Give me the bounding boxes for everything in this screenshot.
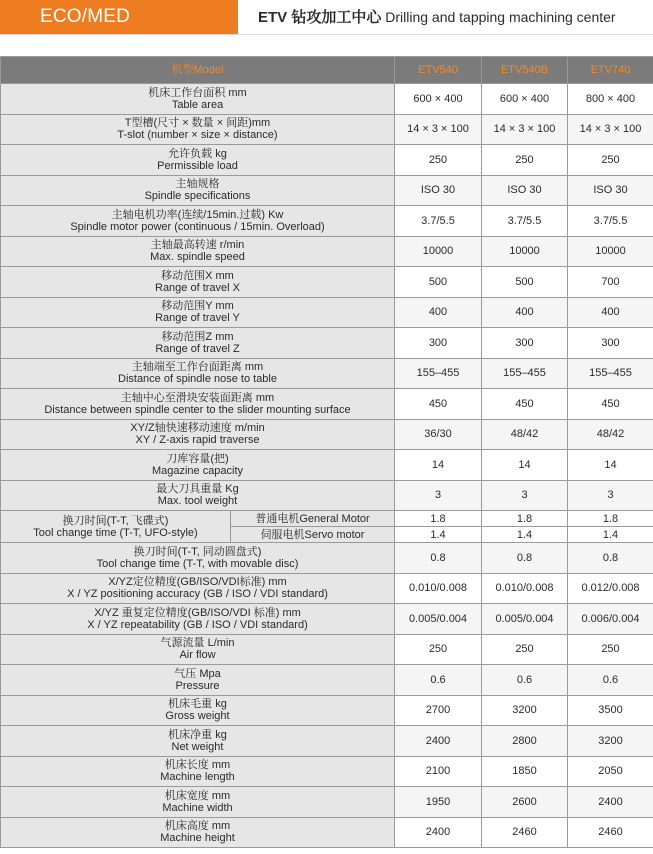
value-cell: 2400 [568,787,653,818]
table-row [1,511,653,527]
value-cell: 2700 [395,695,482,726]
label-cn: 移动范围Z mm [161,330,234,343]
label-en: X / YZ repeatability (GB / ISO / VDI standard) [87,618,308,631]
table-row [1,695,653,726]
table-row [1,787,653,818]
row-label [1,267,395,298]
value-cell: 3.7/5.5 [395,206,482,237]
value-cell: 0.6 [482,665,568,696]
value-cell: 0.8 [395,543,482,574]
table-row [1,450,653,481]
value-cell: 1.4 [568,527,653,543]
label-en: Machine length [160,771,235,784]
value-cell: 800 × 400 [568,84,653,115]
label-cn: 机床工作台面积 mm [148,86,247,99]
series-tag: ECO/MED [0,0,238,34]
value-cell: 0.006/0.004 [568,604,653,635]
row-label [1,756,395,787]
label-en: Max. tool weight [157,495,238,508]
label-en: Range of travel X [155,281,240,294]
value-cell: 2050 [568,756,653,787]
sub-row-label: 普通电机General Motor [231,511,395,527]
table-row [1,573,653,604]
spec-table [0,56,653,848]
table-row [1,297,653,328]
value-cell: 0.010/0.008 [482,573,568,604]
label-en: Permissible load [157,159,238,172]
table-row [1,604,653,635]
row-label [1,817,395,848]
value-cell: 0.8 [482,543,568,574]
label-en: X / YZ positioning accuracy (GB / ISO / VDI standard) [67,588,328,601]
table-row [1,817,653,848]
table-row [1,114,653,145]
value-cell: 450 [395,389,482,420]
value-cell: 155–455 [395,358,482,389]
value-cell: 0.6 [568,665,653,696]
label-cn: 移动范围X mm [161,269,234,282]
value-cell: 600 × 400 [482,84,568,115]
value-cell: 400 [395,297,482,328]
table-header-row [1,57,653,84]
row-label [1,450,395,481]
value-cell: 1.8 [482,511,568,527]
table-row [1,480,653,511]
value-cell: 1.8 [395,511,482,527]
label-en: Distance between spindle center to the slider mounting surface [44,403,351,416]
table-row [1,389,653,420]
label-cn: 移动范围Y mm [161,300,234,313]
table-row [1,543,653,574]
model-col-3: ETV740 [568,57,653,84]
value-cell: 3200 [482,695,568,726]
row-label [1,787,395,818]
table-row [1,175,653,206]
value-cell: 250 [395,145,482,176]
label-cn: 主轴中心至滑块安装面距离 mm [120,391,275,404]
label-en: Table area [171,98,224,111]
row-label [1,114,395,145]
label-cn: 主轴规格 [175,178,220,191]
value-cell: 1.8 [568,511,653,527]
row-label [1,480,395,511]
table-row [1,328,653,359]
value-cell: 300 [482,328,568,359]
value-cell: 450 [482,389,568,420]
row-label [1,543,395,574]
row-label [1,511,231,543]
value-cell: 2400 [395,817,482,848]
value-cell: 48/42 [568,419,653,450]
value-cell: ISO 30 [568,175,653,206]
table-row [1,236,653,267]
label-cn: 机床净重 kg [168,728,227,741]
table-row [1,665,653,696]
label-cn: 主轴电机功率(连续/15min.过载) Kw [111,208,284,221]
title-bold: ETV 钻攻加工中心 [258,9,382,26]
value-cell: 300 [568,328,653,359]
value-cell: 450 [568,389,653,420]
label-en: Spindle motor power (continuous / 15min. Overload) [70,220,325,233]
label-en: T-slot (number × size × distance) [117,129,278,142]
label-en: Spindle specifications [144,190,251,203]
value-cell: 10000 [395,236,482,267]
value-cell: 14 × 3 × 100 [395,114,482,145]
table-row [1,267,653,298]
value-cell: 3 [482,480,568,511]
table-row [1,726,653,757]
model-header: 机型Model [1,57,395,84]
value-cell: ISO 30 [482,175,568,206]
label-cn: X/YZ 重复定位精度(GB/ISO/VDI 标准) mm [94,606,301,619]
value-cell: 155–455 [568,358,653,389]
value-cell: 2460 [482,817,568,848]
label-cn: 最大刀具重量 Kg [156,483,239,496]
value-cell: 2800 [482,726,568,757]
label-cn: T型槽(尺寸 × 数量 × 间距)mm [124,117,271,130]
table-row [1,756,653,787]
value-cell: 10000 [482,236,568,267]
label-cn: 气压 Mpa [174,667,221,680]
value-cell: 0.005/0.004 [395,604,482,635]
label-en: Max. spindle speed [150,251,245,264]
label-cn: 换刀时间(T-T, 飞碟式) [62,514,169,527]
label-cn: 机床毛重 kg [168,698,227,711]
label-cn: 换刀时间(T-T, 同动圆盘式) [133,545,262,558]
model-col-2: ETV540B [482,57,568,84]
value-cell: 0.005/0.004 [482,604,568,635]
label-cn: 机床长度 mm [164,759,231,772]
value-cell: 2400 [395,726,482,757]
value-cell: 48/42 [482,419,568,450]
value-cell: 36/30 [395,419,482,450]
row-label [1,84,395,115]
label-en: Distance of spindle nose to table [118,373,277,386]
value-cell: 3500 [568,695,653,726]
label-en: Tool change time (T-T, with movable disc) [96,557,299,570]
value-cell: 0.8 [568,543,653,574]
label-en: XY / Z-axis rapid traverse [135,434,260,447]
value-cell: 500 [395,267,482,298]
value-cell: 155–455 [482,358,568,389]
label-en: Machine width [162,801,233,814]
value-cell: 3.7/5.5 [482,206,568,237]
value-cell: 700 [568,267,653,298]
label-cn: 主轴端至工作台面距离 mm [131,361,264,374]
value-cell: 3 [568,480,653,511]
value-cell: 1950 [395,787,482,818]
row-label [1,328,395,359]
row-label [1,695,395,726]
value-cell: 10000 [568,236,653,267]
value-cell: 250 [568,145,653,176]
label-cn: 机床高度 mm [164,820,231,833]
table-row [1,206,653,237]
value-cell: 2600 [482,787,568,818]
label-cn: 气源流量 L/min [160,637,235,650]
label-en: Range of travel Y [155,312,240,325]
value-cell: 250 [482,145,568,176]
label-en: Machine height [160,832,235,845]
model-col-1: ETV540 [395,57,482,84]
value-cell: 14 [568,450,653,481]
value-cell: 400 [568,297,653,328]
value-cell: 250 [395,634,482,665]
table-row [1,634,653,665]
value-cell: 3 [395,480,482,511]
row-label [1,726,395,757]
row-label [1,573,395,604]
value-cell: 14 × 3 × 100 [482,114,568,145]
label-cn: 允许负载 kg [168,147,227,160]
row-label [1,236,395,267]
title-rest: Drilling and tapping machining center [381,9,616,25]
value-cell: 14 [482,450,568,481]
value-cell: 400 [482,297,568,328]
table-body [1,84,653,848]
header-divider [0,34,653,35]
value-cell: 1850 [482,756,568,787]
row-label [1,175,395,206]
page-title [258,0,616,34]
label-en: Pressure [175,679,220,692]
table-row [1,84,653,115]
row-label [1,206,395,237]
value-cell: 1.4 [395,527,482,543]
value-cell: 14 × 3 × 100 [568,114,653,145]
row-label [1,604,395,635]
label-en: Gross weight [165,710,230,723]
value-cell: 3200 [568,726,653,757]
value-cell: 0.6 [395,665,482,696]
value-cell: 500 [482,267,568,298]
value-cell: 2100 [395,756,482,787]
label-cn: 刀库容量(把) [166,452,229,465]
sub-row-label: 伺服电机Servo motor [231,527,395,543]
label-en: Tool change time (T-T, UFO-style) [33,526,198,539]
table-row [1,358,653,389]
value-cell: 14 [395,450,482,481]
page-header [0,0,653,36]
label-cn: XY/Z轴快速移动速度 m/min [130,422,265,435]
row-label [1,358,395,389]
value-cell: 250 [482,634,568,665]
value-cell: 600 × 400 [395,84,482,115]
value-cell: 0.010/0.008 [395,573,482,604]
label-cn: 机床宽度 mm [164,789,231,802]
row-label [1,389,395,420]
row-label [1,665,395,696]
value-cell: 3.7/5.5 [568,206,653,237]
label-en: Air flow [179,649,216,662]
row-label [1,419,395,450]
label-en: Magazine capacity [151,464,244,477]
label-cn: X/YZ定位精度(GB/ISO/VDI标准) mm [108,576,287,589]
value-cell: 250 [568,634,653,665]
label-cn: 主轴最高转速 r/min [150,239,245,252]
value-cell: 2460 [568,817,653,848]
value-cell: 1.4 [482,527,568,543]
label-en: Net weight [171,740,224,753]
row-label [1,634,395,665]
table-row [1,145,653,176]
value-cell: ISO 30 [395,175,482,206]
value-cell: 0.012/0.008 [568,573,653,604]
row-label [1,297,395,328]
label-en: Range of travel Z [155,342,240,355]
row-label [1,145,395,176]
value-cell: 300 [395,328,482,359]
table-row [1,419,653,450]
